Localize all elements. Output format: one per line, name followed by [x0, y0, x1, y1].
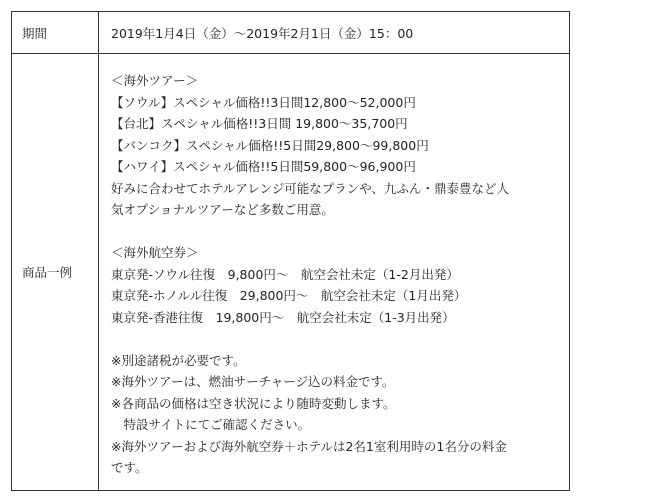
period-value: 2019年1月4日（金）〜2019年2月1日（金）15：00	[99, 12, 570, 54]
product-line: 東京発-ホノルル往復 29,800円〜 航空会社未定（1月出発）	[111, 288, 467, 304]
product-line: 【ハワイ】スペシャル価格!!5日間59,800〜96,900円	[111, 159, 416, 175]
product-line: ※海外ツアーは、燃油サーチャージ込の料金です。	[111, 374, 395, 390]
products-row	[12, 54, 570, 491]
products-value	[99, 54, 570, 491]
product-line: ＜海外航空券＞	[111, 245, 199, 261]
product-line	[111, 328, 563, 350]
product-line: ＜海外ツアー＞	[111, 73, 199, 89]
period-label: 期間	[12, 12, 99, 54]
period-row	[12, 12, 570, 54]
campaign-info-table	[11, 11, 570, 491]
product-line: 東京発-香港往復 19,800円〜 航空会社未定（1-3月出発）	[111, 309, 455, 325]
product-line	[111, 221, 563, 243]
product-line: ※別途諸税が必要です。	[111, 352, 246, 368]
product-lines	[111, 59, 563, 485]
products-label: 商品一例	[12, 54, 99, 491]
product-line: 気オプショナルツアーなど多数ご用意。	[111, 202, 334, 218]
product-line: 特設サイトにてご確認ください。	[111, 417, 311, 433]
product-line: 東京発-ソウル往復 9,800円〜 航空会社未定（1-2月出発）	[111, 266, 459, 282]
product-line: 【バンコク】スペシャル価格!!5日間29,800〜99,800円	[111, 137, 429, 153]
product-line: ※海外ツアーおよび海外航空券＋ホテルは2名1室利用時の1名分の料金	[111, 438, 507, 454]
product-line: 【台北】スペシャル価格!!3日間 19,800〜35,700円	[111, 116, 408, 132]
product-line: です。	[111, 460, 148, 476]
product-line: 好みに合わせてホテルアレンジ可能なプランや、九ふん・鼎泰豊など人	[111, 180, 510, 196]
product-line: 【ソウル】スペシャル価格!!3日間12,800〜52,000円	[111, 94, 416, 110]
product-line: ※各商品の価格は空き状況により随時変動します。	[111, 395, 396, 411]
